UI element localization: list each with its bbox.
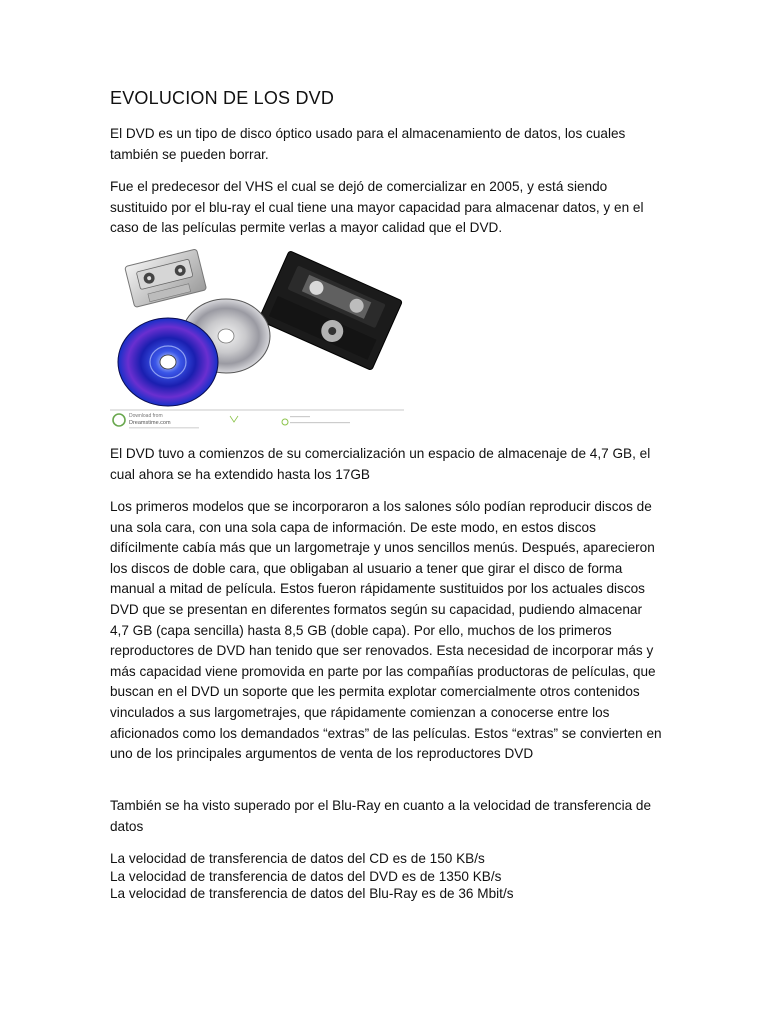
document-title: EVOLUCION DE LOS DVD bbox=[110, 88, 335, 108]
download-icon bbox=[113, 414, 125, 426]
media-illustration bbox=[110, 246, 404, 432]
media-photo bbox=[110, 246, 404, 432]
paragraph-capacity: El DVD tuvo a comienzos de su comercialización un espacio de almacenaje de 4,7 GB, el cual ahora se ha extendido hasta los 17GB bbox=[110, 446, 651, 482]
paragraph-history: Los primeros modelos que se incorporaron a los salones sólo podían reproducir discos de una sola cara, con una sola capa de información. De este modo, en estos discos difícilmente cabía más que un largometraje y unos sencillos menús. Después, aparecieron los discos de doble cara, que obligaban al usuario a tener que girar el disco de forma manual a mitad de película. Estos fueron rápidamente sustituidos por los actuales discos DVD que se presentan en diferentes formatos según su capacidad, pudiendo almacenar 4,7 GB (capa sencilla) hasta 8,5 GB (doble capa). Por ello, muchos de los primeros reproductores de DVD han tenido que ser renovados. Esta necesidad de incorporar más y más capacidad viene promovida en parte por las compañías productoras de películas, que buscan en el DVD un soporte que les permita explotar comercialmente otros contenidos vinculados a sus largometrajes, que rápidamente comienzan a conocerse entre los aficionados como los demandados “extras” de las películas. Estos “extras” se convierten en uno de los principales argumentos de venta de los reproductores DVD bbox=[110, 499, 662, 762]
watermark-line2: Dreamstime.com bbox=[129, 420, 171, 426]
speed-dvd: La velocidad de transferencia de datos del DVD es de 1350 KB/s bbox=[110, 868, 502, 884]
watermark-line1: Download from bbox=[129, 413, 163, 419]
vhs-tape bbox=[258, 251, 402, 371]
paragraph-vhs-bluray: Fue el predecesor del VHS el cual se dejó de comercializar en 2005, y está siendo sustituido por el blu-ray el cual tiene una mayor capacidad para almacenar datos, y en el caso de las películas permite verlas a mayor calidad que el DVD. bbox=[110, 179, 644, 236]
cassette-tape bbox=[125, 249, 207, 308]
paragraph-intro: El DVD es un tipo de disco óptico usado para el almacenamiento de datos, los cuales también se pueden borrar. bbox=[110, 126, 626, 162]
speed-cd: La velocidad de transferencia de datos del CD es de 150 KB/s bbox=[110, 851, 485, 866]
speed-list bbox=[110, 850, 662, 903]
dvd-disc bbox=[118, 318, 218, 406]
speed-bluray: La velocidad de transferencia de datos del Blu-Ray es de 36 Mbit/s bbox=[110, 886, 514, 901]
watermark-strip bbox=[110, 410, 404, 429]
paragraph-transfer: También se ha visto superado por el Blu-Ray en cuanto a la velocidad de transferencia de datos bbox=[110, 798, 652, 834]
